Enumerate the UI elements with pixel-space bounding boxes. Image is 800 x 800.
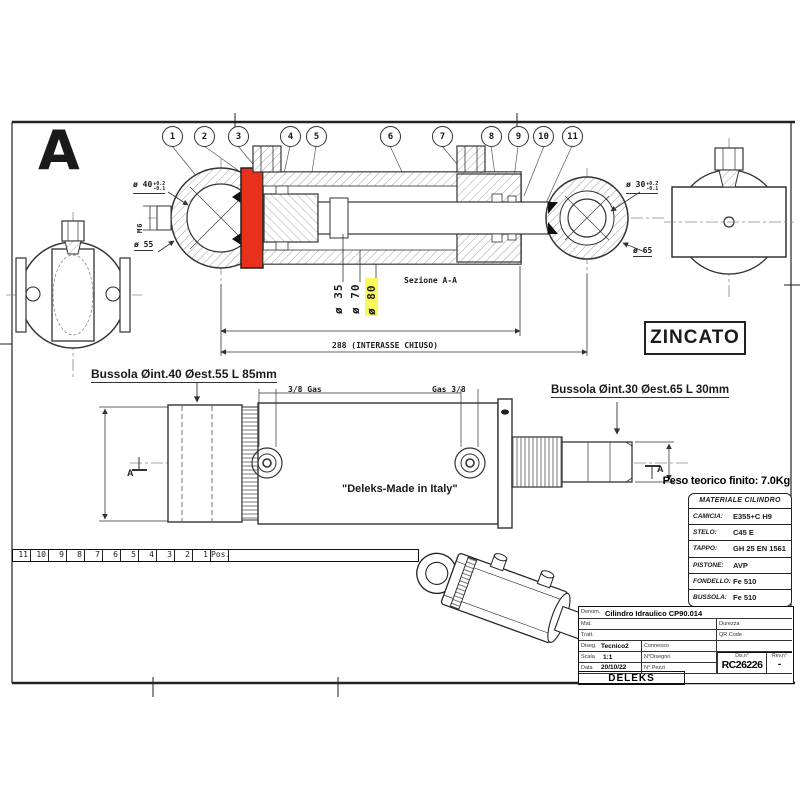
- material-row: [689, 558, 791, 574]
- title-block: [578, 606, 794, 684]
- titleblock-npezzi: N° Pezzi: [642, 663, 717, 674]
- material-label: TAPPO:: [693, 545, 718, 553]
- part-pos: Pos.: [211, 550, 229, 561]
- material-table-rows: [689, 509, 791, 606]
- dim-rear-eye-tolerance: +0.2 -0.1: [153, 181, 166, 192]
- made-in-note: "Deleks-Made in Italy": [342, 483, 458, 495]
- material-label: STELO:: [693, 529, 717, 537]
- part-pos: 11: [13, 550, 31, 561]
- external-assembly-view: [99, 383, 690, 528]
- denom-value: Cilindro Idraulico CP90.014: [605, 608, 703, 618]
- titleblock-denom: [579, 607, 792, 619]
- titleblock-tratt: Tratt.: [579, 630, 717, 641]
- dim-rod-eye-outer: ø 65: [633, 246, 653, 255]
- denom-label: Denom.: [581, 609, 601, 615]
- material-value: Fe 510: [733, 592, 757, 602]
- section-marker-left: A: [127, 468, 134, 478]
- part-pos: 8: [67, 550, 85, 561]
- company-name: DELEKS: [578, 671, 685, 685]
- material-table: [688, 493, 792, 607]
- port-label-right: Gas 3/8: [432, 385, 466, 394]
- bushing-note-left: Bussola Øint.40 Øest.55 L 85mm: [91, 367, 277, 381]
- dim-rear-eye-outer: ø 55: [134, 240, 154, 249]
- part-pos: 9: [49, 550, 67, 561]
- dim-rear-eye-bore: [133, 180, 165, 194]
- section-marker-right: A: [657, 464, 664, 474]
- balloon-10: 10: [533, 126, 554, 147]
- balloon-2: 2: [194, 126, 215, 147]
- titleblock-mat: Mat.: [579, 619, 717, 630]
- section-label: Sezione A-A: [404, 276, 457, 285]
- balloon-1: 1: [162, 126, 183, 147]
- material-value: C45 E: [733, 528, 754, 538]
- titleblock-diseg: Diseg. Tecnico2: [579, 641, 642, 652]
- balloon-11: 11: [562, 126, 583, 147]
- dim-rod-eye-bore: [626, 180, 658, 194]
- material-label: PISTONE:: [693, 561, 724, 569]
- main-section-view: [143, 146, 665, 356]
- rear-eye-end-view: [6, 212, 142, 380]
- balloon-9: 9: [508, 126, 529, 147]
- titleblock-connesso: Connesso: [642, 641, 717, 652]
- titleblock-spare: [717, 641, 792, 652]
- material-row: [689, 541, 791, 557]
- titleblock-qr: QR Code: [717, 630, 792, 641]
- material-row: [689, 590, 791, 606]
- dim-rod-dia: ø 35: [332, 283, 345, 314]
- balloon-7: 7: [432, 126, 453, 147]
- bushing-note-right: Bussola Øint.30 Øest.65 L 30mm: [551, 384, 730, 396]
- material-label: BUSSOLA:: [693, 593, 727, 601]
- drawing-number: RC26226: [721, 659, 763, 671]
- part-pos: 10: [31, 550, 49, 561]
- dim-grease-thread: M6: [136, 222, 144, 233]
- material-row: [689, 574, 791, 590]
- part-pos: 4: [139, 550, 157, 561]
- titleblock-disn: Dis.n° RC26226: [717, 652, 767, 674]
- part-pos: 5: [121, 550, 139, 561]
- titleblock-ndisegno: N°Disegno: [642, 652, 717, 663]
- balloon-4: 4: [280, 126, 301, 147]
- material-row: [689, 509, 791, 525]
- material-label: FONDELLO:: [693, 577, 731, 585]
- material-label: CAMICIA:: [693, 513, 723, 520]
- port-label-left: 3/8 Gas: [288, 385, 322, 394]
- material-value: GH 25 EN 1561: [733, 544, 786, 554]
- dim-bore-dia: ø 70: [349, 283, 362, 314]
- rod-eye-end-view: [664, 138, 794, 300]
- balloon-6: 6: [380, 126, 401, 147]
- dim-closed-centers: 288 (INTERASSE CHIUSO): [332, 341, 438, 350]
- dim-rod-eye-tolerance: +0.2 -0.1: [646, 181, 659, 192]
- balloon-3: 3: [228, 126, 249, 147]
- material-value: E355+C H9: [733, 512, 772, 521]
- dim-rear-eye-bore-value: ø 40: [133, 180, 153, 189]
- fondello-highlight: [241, 168, 263, 268]
- dim-rod-eye-bore-value: ø 30: [626, 180, 646, 189]
- parts-table-rows: [13, 550, 418, 561]
- balloon-8: 8: [481, 126, 502, 147]
- part-pos: 3: [157, 550, 175, 561]
- titleblock-data: Data 20/10/22: [579, 663, 642, 674]
- part-pos: 2: [175, 550, 193, 561]
- titleblock-scala: Scala 1:1: [579, 652, 642, 663]
- part-pos: 7: [85, 550, 103, 561]
- parts-table: [12, 549, 419, 562]
- plating-note: ZINCATO: [644, 321, 746, 355]
- titleblock-durezza: Durezza: [717, 619, 792, 630]
- balloon-5: 5: [306, 126, 327, 147]
- part-pos: 1: [193, 550, 211, 561]
- material-table-title: MATERIALE CILINDRO: [689, 494, 791, 509]
- material-value: AVP: [733, 560, 748, 570]
- zone-letter: A: [38, 119, 80, 182]
- part-pos: 6: [103, 550, 121, 561]
- material-value: Fe 510: [733, 576, 757, 586]
- dim-barrel-dia: ø 80: [365, 278, 378, 316]
- weight-note: Peso teorico finito: 7.0Kg: [662, 475, 790, 487]
- titleblock-revn: Rev.n° -: [767, 652, 792, 674]
- material-row: [689, 525, 791, 541]
